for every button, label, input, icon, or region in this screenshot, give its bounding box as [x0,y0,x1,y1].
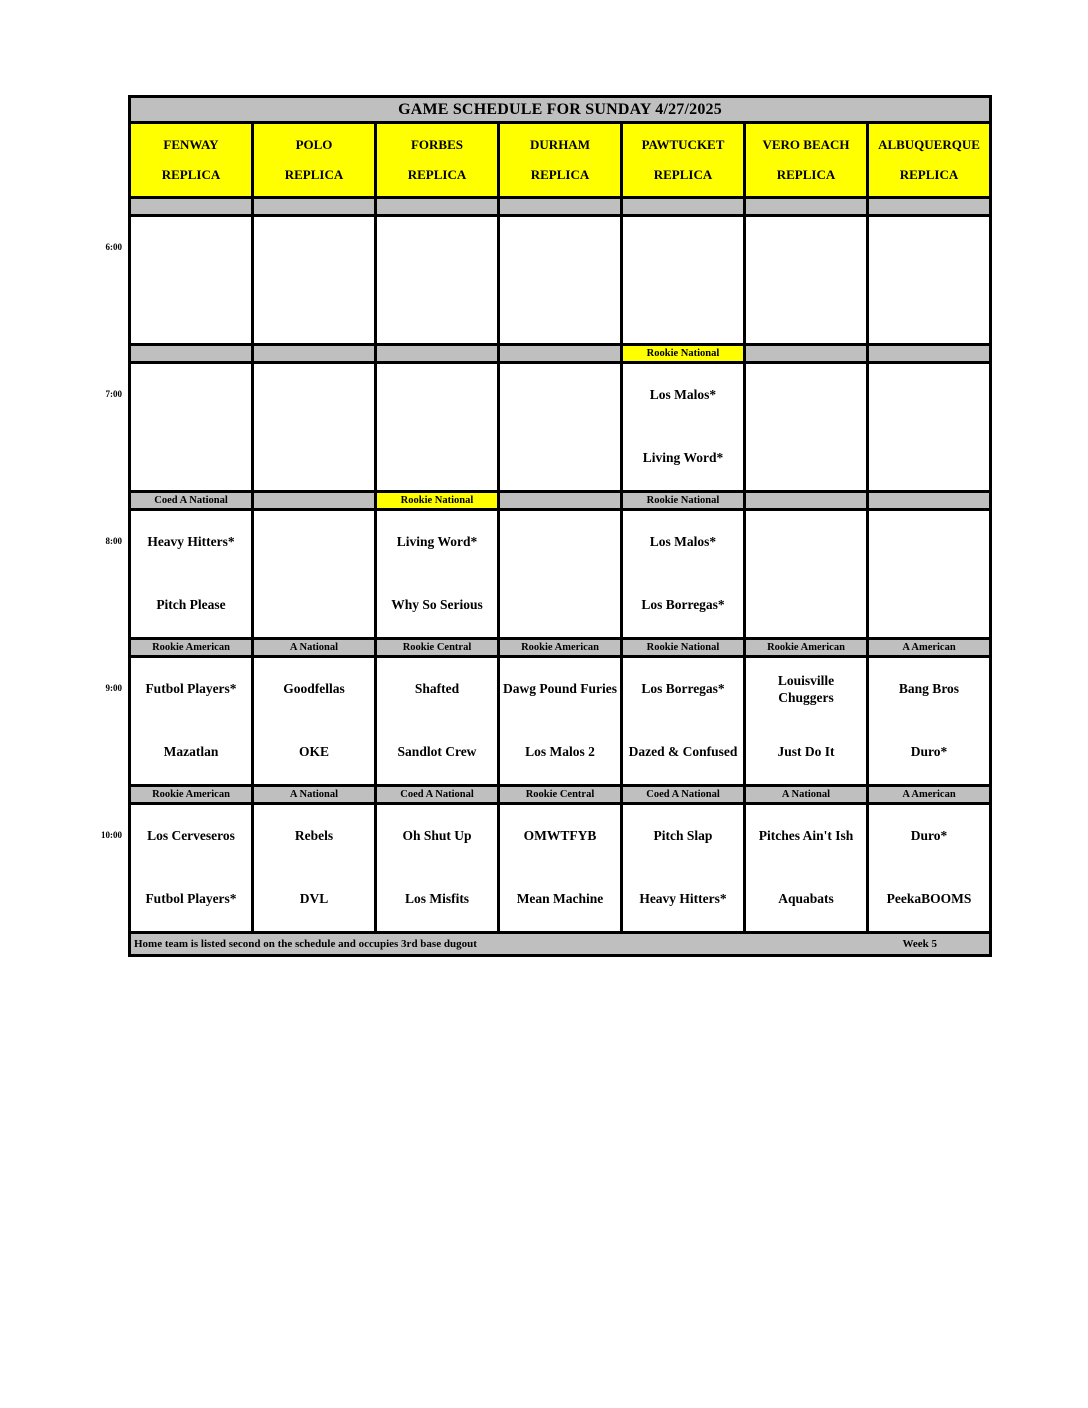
league-label [254,346,374,361]
game-cell [746,658,866,784]
game-cell [131,805,251,931]
games-row [105,511,989,637]
away-team: OMWTFYB [523,828,597,844]
field-name: POLO [295,137,333,153]
home-team: PeekaBOOMS [886,891,972,907]
field-subname: REPLICA [161,166,221,182]
home-team [254,427,374,490]
league-label [131,346,251,361]
home-team: Duro* [910,744,948,760]
league-label [869,199,989,214]
away-team: Heavy Hitters* [147,534,235,550]
time-slot-rows [101,199,989,931]
field-header-row [131,124,989,196]
away-team: Pitch Slap [653,828,713,844]
away-team: Los Malos* [649,534,717,550]
away-team [500,217,620,280]
game-cell [377,364,497,490]
league-label: Rookie Central [500,787,620,802]
field-subname: REPLICA [530,166,590,182]
league-label: Rookie American [131,787,251,802]
away-team [869,511,989,574]
home-team [254,574,374,637]
league-label: Rookie National [377,493,497,508]
away-team: Louisville Chuggers [777,672,835,705]
home-team [746,280,866,343]
game-cell [131,364,251,490]
league-label: A American [869,787,989,802]
league-label [746,493,866,508]
away-team [869,217,989,280]
home-team [500,280,620,343]
league-label [623,199,743,214]
field-header-albuquerque [869,124,989,196]
league-label: Rookie National [623,346,743,361]
field-subname: REPLICA [284,166,344,182]
league-label: Coed A National [623,787,743,802]
game-cell [500,658,620,784]
game-cell [869,364,989,490]
away-team [377,217,497,280]
home-team-note: Home team is listed second on the schedule and occupies 3rd base dugout [134,938,477,950]
home-team: Futbol Players* [145,891,237,907]
league-label: A National [254,787,374,802]
league-label [254,199,374,214]
game-cell [500,511,620,637]
game-cell [254,511,374,637]
field-name: VERO BEACH [762,137,850,153]
game-cell [623,805,743,931]
away-team: Dawg Pound Furies [503,681,618,697]
home-team: Just Do It [777,744,835,760]
away-team: Oh Shut Up [402,828,472,844]
away-team: Rebels [294,828,334,844]
field-subname: REPLICA [776,166,836,182]
game-cell [623,217,743,343]
schedule-title: GAME SCHEDULE FOR SUNDAY 4/27/2025 [131,98,989,121]
games-row [105,364,989,490]
league-label [500,493,620,508]
game-cell [500,217,620,343]
field-name: FENWAY [163,137,219,153]
away-team: Living Word* [396,534,478,550]
field-header-forbes [377,124,497,196]
game-cell [869,217,989,343]
game-cell [377,805,497,931]
field-header-fenway [131,124,251,196]
field-header-polo [254,124,374,196]
home-team: Los Malos 2 [525,744,595,760]
away-team: Los Borregas* [641,681,725,697]
home-team: OKE [298,744,329,760]
away-team: Futbol Players* [145,681,237,697]
time-label: 8:00 [105,536,122,546]
game-cell [869,805,989,931]
league-label: Coed A National [377,787,497,802]
league-label: A American [869,640,989,655]
away-team: Shafted [414,681,460,697]
home-team [869,280,989,343]
game-cell [746,805,866,931]
away-team: Los Cerveseros [147,828,235,844]
away-team [131,364,251,427]
games-row [105,217,989,343]
home-team [869,427,989,490]
home-team: Los Misfits [404,891,470,907]
time-label: 10:00 [101,830,122,840]
game-cell [746,511,866,637]
league-label: Rookie Central [377,640,497,655]
home-team [377,427,497,490]
league-strip-row [131,787,989,802]
home-team [500,427,620,490]
field-header-durham [500,124,620,196]
games-row [105,658,989,784]
game-cell [746,364,866,490]
league-label [131,199,251,214]
game-cell [131,217,251,343]
game-cell [500,805,620,931]
game-cell [623,511,743,637]
games-row [101,805,989,931]
league-label [254,493,374,508]
field-name: PAWTUCKET [641,137,725,153]
league-strip-row [131,199,989,214]
field-name: ALBUQUERQUE [878,137,980,153]
away-team: Duro* [910,828,948,844]
league-strip-row [131,346,989,361]
home-team: Sandlot Crew [397,744,477,760]
game-cell [377,658,497,784]
away-team: Pitches Ain't Ish [758,828,854,844]
away-team [500,364,620,427]
game-cell [131,511,251,637]
home-team [746,427,866,490]
away-team: Bang Bros [898,681,960,697]
away-team [254,364,374,427]
time-label: 9:00 [105,683,122,693]
away-team [746,511,866,574]
home-team [377,280,497,343]
footer-row [131,934,989,954]
time-label: 6:00 [105,242,122,252]
field-header-pawtucket [623,124,743,196]
away-team [623,217,743,280]
game-cell [869,658,989,784]
home-team [500,574,620,637]
field-name: FORBES [410,137,463,153]
game-cell [869,511,989,637]
game-cell [254,364,374,490]
away-team [254,217,374,280]
away-team [131,217,251,280]
away-team [746,364,866,427]
away-team [869,364,989,427]
home-team: DVL [299,891,329,907]
away-team: Los Malos* [649,387,717,403]
league-label [500,346,620,361]
game-cell [254,658,374,784]
home-team: Mazatlan [163,744,219,760]
field-header-vero-beach [746,124,866,196]
game-cell [623,364,743,490]
home-team: Mean Machine [516,891,604,907]
home-team: Heavy Hitters* [639,891,727,907]
league-label: Rookie American [746,640,866,655]
league-label [500,199,620,214]
league-strip-row [131,640,989,655]
home-team: Dazed & Confused [628,744,738,760]
game-cell [623,658,743,784]
game-cell [377,511,497,637]
game-schedule-table [101,95,992,957]
league-strip-row [131,493,989,508]
away-team [500,511,620,574]
home-team [131,280,251,343]
field-subname: REPLICA [899,166,959,182]
time-label: 7:00 [105,389,122,399]
league-label: A National [254,640,374,655]
home-team [869,574,989,637]
league-label [869,493,989,508]
away-team [746,217,866,280]
game-cell [254,805,374,931]
field-subname: REPLICA [653,166,713,182]
away-team [377,364,497,427]
home-team: Aquabats [778,891,834,907]
field-name: DURHAM [530,137,590,153]
league-label: Rookie National [623,493,743,508]
game-cell [377,217,497,343]
league-label: Rookie American [500,640,620,655]
home-team [746,574,866,637]
home-team: Living Word* [642,450,724,466]
game-cell [131,658,251,784]
home-team: Los Borregas* [641,597,725,613]
league-label [377,199,497,214]
league-label [746,346,866,361]
game-cell [746,217,866,343]
away-team [254,511,374,574]
home-team [131,427,251,490]
league-label: Rookie American [131,640,251,655]
game-cell [500,364,620,490]
week-label: Week 5 [902,938,937,950]
league-label: A National [746,787,866,802]
home-team [623,280,743,343]
home-team [254,280,374,343]
field-subname: REPLICA [407,166,467,182]
league-label [377,346,497,361]
league-label [746,199,866,214]
game-cell [254,217,374,343]
league-label: Rookie National [623,640,743,655]
home-team: Why So Serious [391,597,483,613]
league-label: Coed A National [131,493,251,508]
league-label [869,346,989,361]
away-team: Goodfellas [283,681,345,697]
home-team: Pitch Please [156,597,226,613]
